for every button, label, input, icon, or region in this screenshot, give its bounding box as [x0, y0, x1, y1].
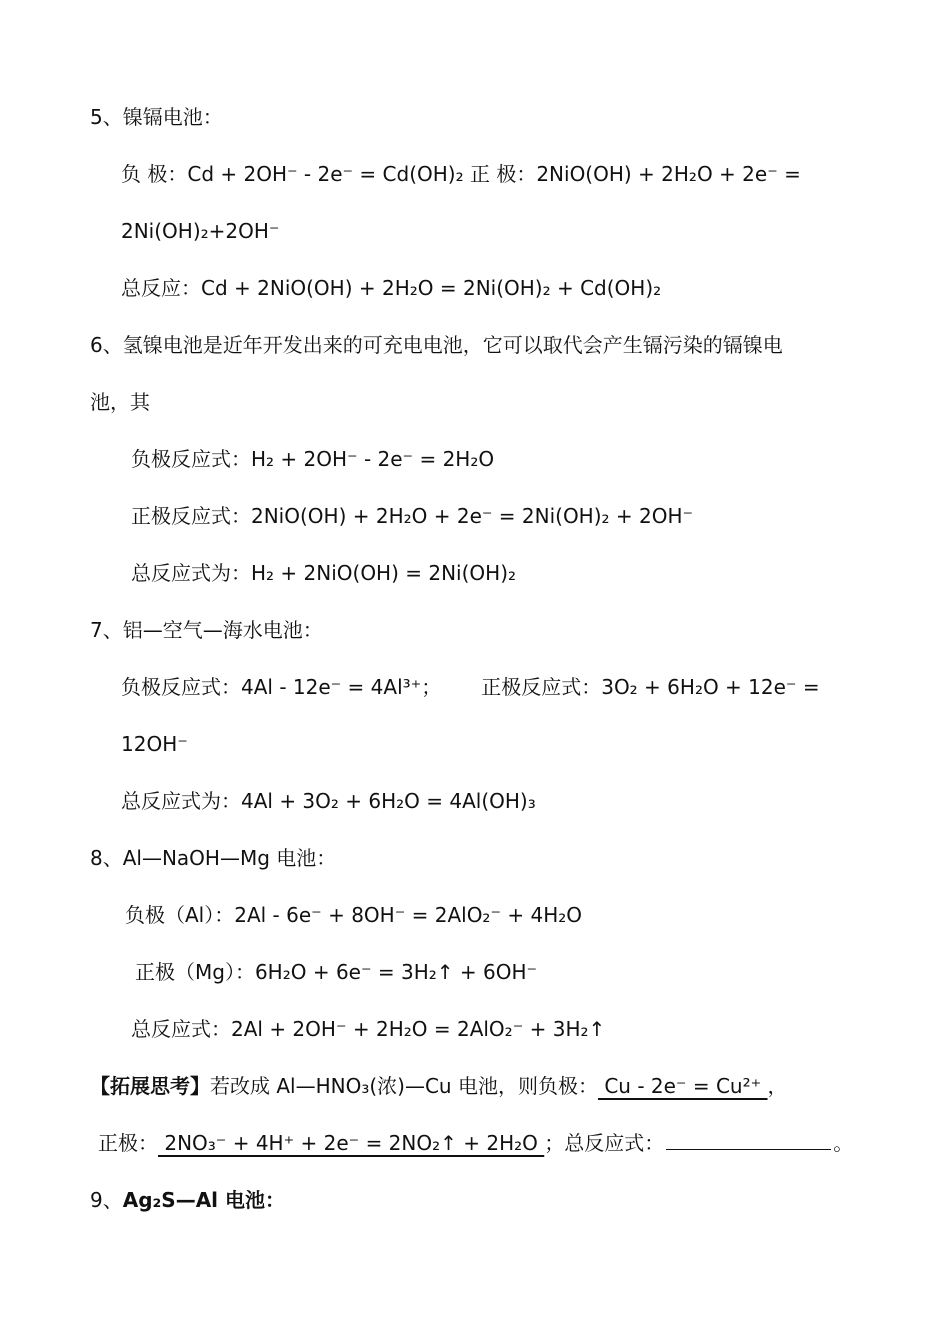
item-8-heading: 8、Al—NaOH—Mg 电池：	[90, 846, 337, 870]
positive-label: 正极：	[98, 1131, 158, 1155]
item-5-heading: 5、镍镉电池：	[90, 105, 223, 129]
al-naoh-mg-overall: 总反应式：2Al + 2OH⁻ + 2H₂O = 2AlO₂⁻ + 3H₂↑	[131, 1017, 606, 1041]
extension-answers	[98, 1129, 853, 1157]
nimh-negative: 负极反应式：H₂ + 2OH⁻ - 2e⁻ = 2H₂O	[131, 447, 495, 471]
extension-label: 【拓展思考】	[90, 1074, 210, 1098]
nicd-electrodes: 负 极：Cd + 2OH⁻ - 2e⁻ = Cd(OH)₂ 正 极：2NiO(OH) + 2H₂O + 2e⁻ =	[121, 162, 801, 186]
item-9-title: Ag₂S—Al 电池：	[122, 1188, 285, 1212]
extension-period: 。	[833, 1131, 854, 1155]
nicd-positive-continued: 2Ni(OH)₂+2OH⁻	[121, 219, 280, 243]
nicd-overall: 总反应：Cd + 2NiO(OH) + 2H₂O = 2Ni(OH)₂ + Cd(OH)₂	[121, 276, 662, 300]
answer-negative-electrode: Cu - 2e⁻ = Cu²⁺	[597, 1074, 768, 1098]
item-9-heading	[90, 1186, 285, 1214]
extension-question-text: 若改成 Al—HNO₃(浓)—Cu 电池，则负极：	[210, 1074, 598, 1098]
total-reaction-blank	[666, 1148, 831, 1150]
nimh-overall: 总反应式为：H₂ + 2NiO(OH) = 2Ni(OH)₂	[131, 561, 517, 585]
item-6-heading: 6、氢镍电池是近年开发出来的可充电电池，它可以取代会产生镉污染的镉镍电	[90, 333, 783, 357]
item-9-prefix: 9、	[90, 1188, 123, 1212]
al-air-overall: 总反应式为：4Al + 3O₂ + 6H₂O = 4Al(OH)₃	[121, 789, 536, 813]
extension-comma: ，	[767, 1074, 788, 1098]
nimh-positive: 正极反应式：2NiO(OH) + 2H₂O + 2e⁻ = 2Ni(OH)₂ + 2OH⁻	[131, 504, 694, 528]
al-air-positive-continued: 12OH⁻	[121, 732, 188, 756]
al-air-positive: 正极反应式：3O₂ + 6H₂O + 12e⁻ =	[481, 675, 820, 699]
item-7-heading: 7、铝—空气—海水电池：	[90, 618, 323, 642]
al-naoh-mg-negative: 负极（Al）：2Al - 6e⁻ + 8OH⁻ = 2AlO₂⁻ + 4H₂O	[125, 903, 583, 927]
al-naoh-mg-positive: 正极（Mg）：6H₂O + 6e⁻ = 3H₂↑ + 6OH⁻	[135, 960, 538, 984]
item-6-heading-continued: 池，其	[90, 390, 150, 414]
al-air-negative: 负极反应式：4Al - 12e⁻ = 4Al³⁺；	[121, 675, 442, 699]
al-air-electrodes	[121, 673, 820, 701]
total-label: ；总反应式：	[544, 1131, 665, 1155]
extension-question	[90, 1072, 788, 1100]
answer-positive-electrode: 2NO₃⁻ + 4H⁺ + 2e⁻ = 2NO₂↑ + 2H₂O	[158, 1131, 545, 1155]
